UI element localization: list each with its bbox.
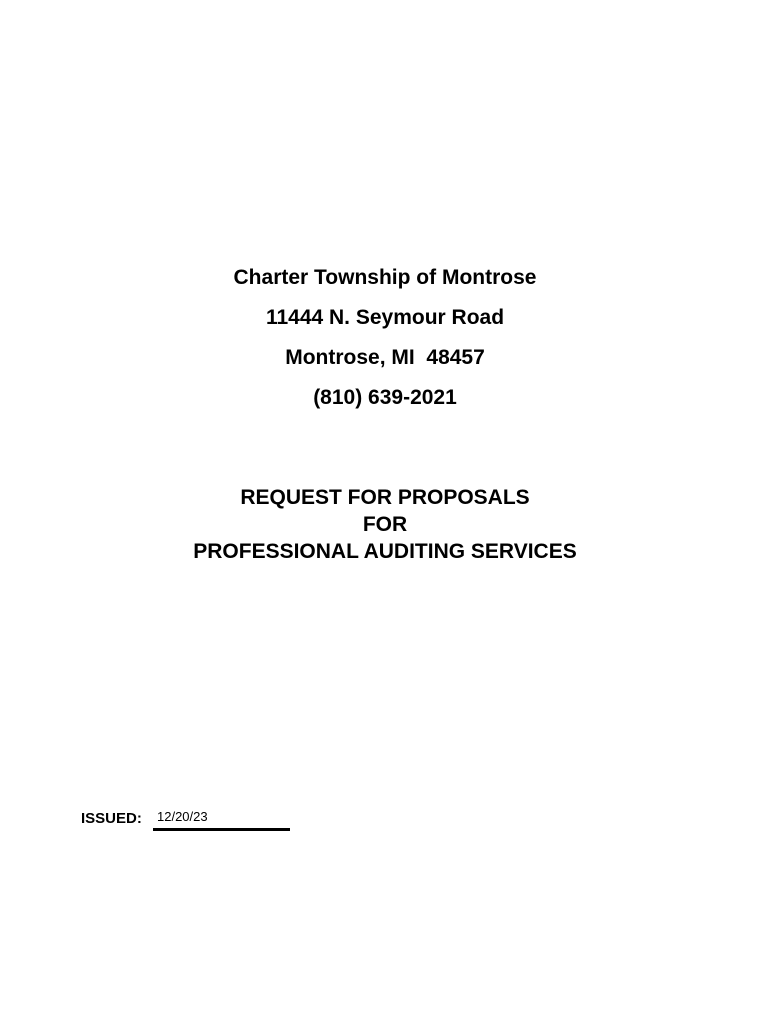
- title-line-1: REQUEST FOR PROPOSALS: [240, 486, 530, 509]
- street-address: 11444 N. Seymour Road: [265, 306, 505, 329]
- issued-date-value: 12/20/23: [157, 809, 208, 824]
- title-line-3: PROFESSIONAL AUDITING SERVICES: [193, 540, 577, 563]
- address-block: [0, 258, 770, 418]
- issued-label: ISSUED:: [81, 810, 142, 827]
- organization-name: Charter Township of Montrose: [233, 266, 537, 289]
- title-line-2: FOR: [362, 513, 408, 536]
- phone-number: (810) 639-2021: [313, 386, 457, 409]
- document-title: [0, 484, 770, 565]
- issued-date-field[interactable]: [153, 806, 290, 831]
- city-state-zip: Montrose, MI 48457: [285, 346, 485, 369]
